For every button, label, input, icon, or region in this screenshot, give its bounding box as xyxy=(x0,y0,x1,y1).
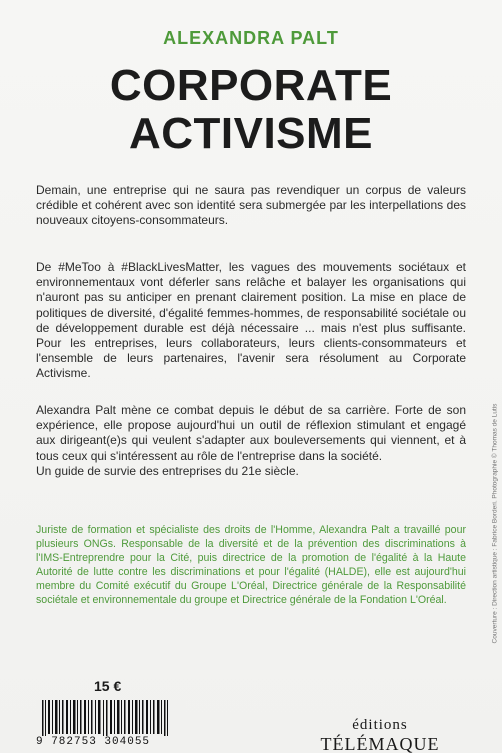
blurb-tagline: Un guide de survie des entreprises du 21e siècle. xyxy=(36,463,299,478)
blurb-text-1: Demain, une entreprise qui ne saura pas revendiquer un corpus de valeurs crédible et cohérent avec son identité sera submergée par les interpellations des nouveaux citoyens-consommateurs. xyxy=(36,183,466,228)
blurb-paragraph-1 xyxy=(36,183,466,229)
blurb-paragraph-2 xyxy=(36,260,466,382)
publisher-line-1: éditions xyxy=(352,717,408,733)
price-label: 15 € xyxy=(94,678,122,694)
blurb-paragraph-3 xyxy=(36,403,466,479)
title-line-2: ACTIVISME xyxy=(128,109,374,158)
cover-credits-text: Couverture : Direction artistique : Fabrice Borderi. Photographie © Thomas de Lutis xyxy=(491,403,499,644)
publisher-line-2: TÉLÉMAQUE xyxy=(320,734,440,753)
isbn-number: 9 782753 304055 xyxy=(36,736,186,748)
book-title xyxy=(0,62,502,158)
blurb-text-2: De #MeToo à #BlackLivesMatter, les vagues des mouvements sociétaux et environnementaux vont déferler sans relâche et balayer les organisations qui n'auront pas su anticiper en prenant clairement position. La mise en place de politiques de diversité, d'égalité femmes-hommes, de responsabilité sociétale ou de développement durable est déjà nécessaire ... mais n'est plus suffisante. Pour les entreprises, leurs collaborateurs, leurs clients-consommateurs et l'ensemble de leurs partenaires, l'avenir sera résolument au Corporate Activisme. xyxy=(36,260,466,381)
publisher-logo xyxy=(300,716,460,753)
title-line-1: CORPORATE xyxy=(109,61,393,110)
author-name: ALEXANDRA PALT xyxy=(163,28,339,48)
blurb-text-3: Alexandra Palt mène ce combat depuis le début de sa carrière. Forte de son expérience, elle propose aujourd'hui un outil de réflexion stimulant et engagé aux dirigeant(e)s qui veulent s'adapter aux bouleversements qui viennent, et à tous ceux qui s'intéressent au rôle de l'entreprise dans la société. xyxy=(36,403,466,463)
barcode-icon xyxy=(36,700,186,738)
author-bio: Juriste de formation et spécialiste des droits de l'Homme, Alexandra Palt a travaillé pour plusieurs ONGs. Responsable de la diversité et de la prévention des discriminations à l'IMS-Entreprendre pour la Cité, puis directrice de la promotion de l'égalité à la Haute Autorité de lutte contre les discriminations et pour l'égalité (HALDE), elle est aujourd'hui membre du Comité exécutif du Groupe L'Oréal, Directrice générale de la Responsabilité sociétale et environnementale du groupe et Directrice générale de la Fondation L'Oréal. xyxy=(36,524,466,606)
cover-credits xyxy=(490,405,500,645)
